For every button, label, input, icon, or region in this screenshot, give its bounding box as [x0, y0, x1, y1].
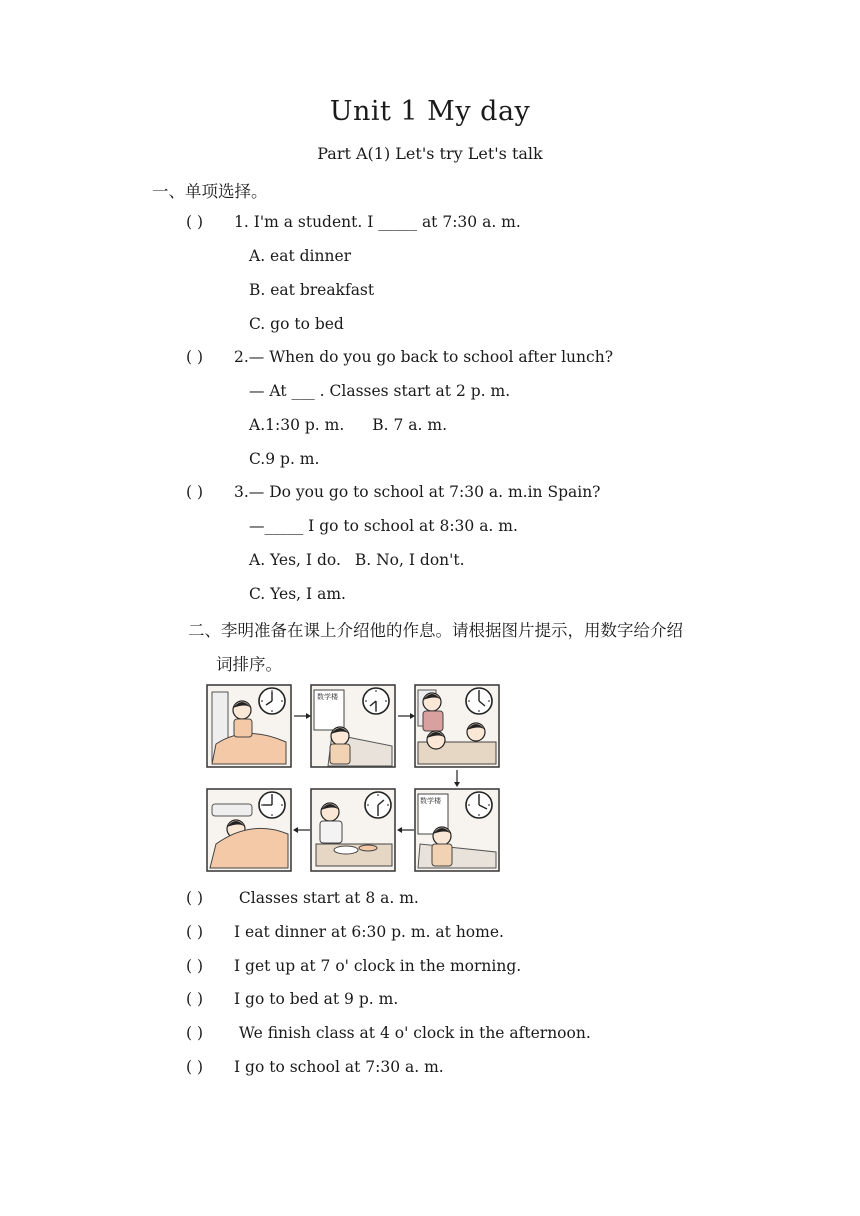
item-text: We finish class at 4 o' clock in the afternoon. — [234, 1024, 591, 1042]
panel-eat-dinner — [311, 789, 395, 871]
answer-blank[interactable]: ( ) — [186, 1024, 204, 1042]
boy-icon — [331, 727, 349, 745]
q2-option-c: C.9 p. m. — [249, 450, 320, 468]
question-stem: 1. I'm a student. I _____ at 7:30 a. m. — [234, 213, 521, 231]
answer-blank[interactable]: ( ) — [186, 213, 204, 231]
page-title: Unit 1 My day — [329, 96, 531, 127]
item-text: Classes start at 8 a. m. — [234, 889, 419, 907]
panel-go-to-school — [311, 685, 395, 767]
answer-blank[interactable]: ( ) — [186, 483, 204, 501]
arrow-down-icon — [454, 770, 460, 787]
q3-dialogue-line: —_____ I go to school at 8:30 a. m. — [249, 517, 518, 535]
ordering-item — [186, 1024, 591, 1042]
section2-heading-line1: 二、李明准备在课上介绍他的作息。请根据图片提示，用数字给介绍 — [188, 621, 683, 640]
building-sign: 数学楼 — [317, 693, 338, 701]
q2-options-ab — [249, 416, 447, 434]
panel-go-to-bed — [207, 789, 291, 871]
answer-blank[interactable]: ( ) — [186, 1058, 204, 1076]
ordering-item — [186, 990, 398, 1008]
boy-icon — [433, 827, 451, 845]
arrow-left-icon — [293, 827, 310, 833]
ordering-item — [186, 889, 419, 907]
answer-blank[interactable]: ( ) — [186, 348, 204, 366]
answer-blank[interactable]: ( ) — [186, 990, 204, 1008]
q3-option-a: A. Yes, I do. — [249, 551, 341, 569]
building-sign: 数学楼 — [420, 797, 441, 805]
q1-option-c: C. go to bed — [249, 315, 344, 333]
boy-icon — [233, 701, 251, 719]
question-3 — [186, 483, 600, 501]
answer-blank[interactable]: ( ) — [186, 889, 204, 907]
daily-routine-picture-sequence — [206, 684, 500, 874]
item-text: I eat dinner at 6:30 p. m. at home. — [234, 923, 504, 941]
item-text: I go to bed at 9 p. m. — [234, 990, 399, 1008]
arrow-left-icon — [397, 827, 414, 833]
page-subtitle: Part A(1) Let's try Let's talk — [317, 144, 543, 163]
question-1 — [186, 213, 521, 231]
arrow-right-icon — [398, 713, 415, 719]
item-text: I go to school at 7:30 a. m. — [234, 1058, 444, 1076]
panel-finish-class — [415, 789, 499, 871]
section2-heading-line2: 词排序。 — [216, 655, 282, 674]
q1-option-a: A. eat dinner — [249, 247, 352, 265]
question-stem: 2.— When do you go back to school after lunch? — [234, 348, 614, 366]
student-icon — [427, 731, 445, 749]
ordering-item — [186, 957, 521, 975]
arrow-right-icon — [294, 713, 311, 719]
answer-blank[interactable]: ( ) — [186, 923, 204, 941]
panel-get-up — [207, 685, 291, 767]
q3-options-ab — [249, 551, 465, 569]
answer-blank[interactable]: ( ) — [186, 957, 204, 975]
question-2 — [186, 348, 613, 366]
q3-option-c: C. Yes, I am. — [249, 585, 346, 603]
q3-option-b: B. No, I don't. — [354, 551, 465, 569]
question-stem: 3.— Do you go to school at 7:30 a. m.in Spain? — [234, 483, 601, 501]
q1-option-b: B. eat breakfast — [249, 281, 375, 299]
q2-dialogue-line: — At ___ . Classes start at 2 p. m. — [249, 382, 511, 400]
ordering-item — [186, 923, 504, 941]
boy-icon — [321, 803, 339, 821]
panel-classes-start — [415, 685, 499, 767]
q2-option-a: A.1:30 p. m. — [249, 416, 345, 434]
section1-heading: 一、单项选择。 — [152, 182, 268, 201]
ordering-item — [186, 1058, 444, 1076]
teacher-icon — [423, 693, 441, 711]
item-text: I get up at 7 o' clock in the morning. — [234, 957, 522, 975]
student-icon — [467, 723, 485, 741]
q2-option-b: B. 7 a. m. — [372, 416, 448, 434]
